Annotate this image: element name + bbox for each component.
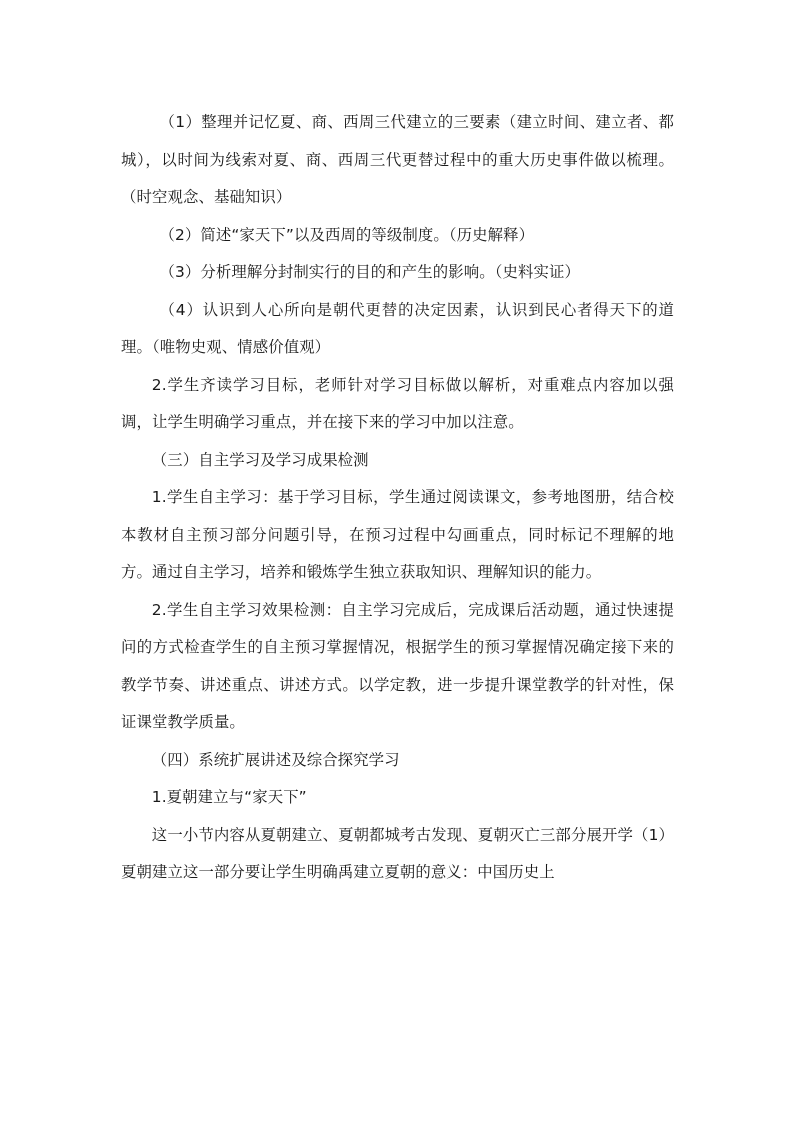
section-heading-lecture: （四）系统扩展讲述及综合探究学习 xyxy=(151,750,400,769)
objective-4: （4）认识到人心所向是朝代更替的决定因素，认识到民心者得天下的道理。（唯物史观、情感价值观） xyxy=(121,300,674,356)
paragraph-read-objectives: 2.学生齐读学习目标，老师针对学习目标做以解析，对重难点内容加以强调，让学生明确学习重点，并在接下来的学习中加以注意。 xyxy=(121,375,674,431)
objective-2: （2）简述“家天下”以及西周的等级制度。（历史解释） xyxy=(159,225,535,244)
objective-1: （1）整理并记忆夏、商、西周三代建立的三要素（建立时间、建立者、都城），以时间为线索对夏、商、西周三代更替过程中的重大历史事件做以梳理。（时空观念、基础知识） xyxy=(121,113,674,206)
subsection-heading-xia: 1.夏朝建立与“家天下” xyxy=(151,788,307,806)
paragraph-self-study-check: 2.学生自主学习效果检测：自主学习完成后，完成课后活动题，通过快速提问的方式检查学生的自主预习掌握情况，根据学生的预习掌握情况确定接下来的教学节奏、讲述重点、讲述方式。以学定教，进一步提升课堂教学的针对性，保证课堂教学质量。 xyxy=(121,600,674,731)
document-body xyxy=(121,104,674,892)
section-heading-self-study: （三）自主学习及学习成果检测 xyxy=(151,450,369,469)
objective-3: （3）分析理解分封制实行的目的和产生的影响。（史料实证） xyxy=(159,263,580,281)
paragraph-xia-intro: 这一小节内容从夏朝建立、夏朝都城考古发现、夏朝灭亡三部分展开学（1）夏朝建立这一部分要让学生明确禹建立夏朝的意义：中国历史上 xyxy=(121,825,674,881)
paragraph-self-study: 1.学生自主学习：基于学习目标，学生通过阅读课文，参考地图册，结合校本教材自主预习部分问题引导，在预习过程中勾画重点，同时标记不理解的地方。通过自主学习，培养和锻炼学生独立获取知识、理解知识的能力。 xyxy=(121,488,674,581)
